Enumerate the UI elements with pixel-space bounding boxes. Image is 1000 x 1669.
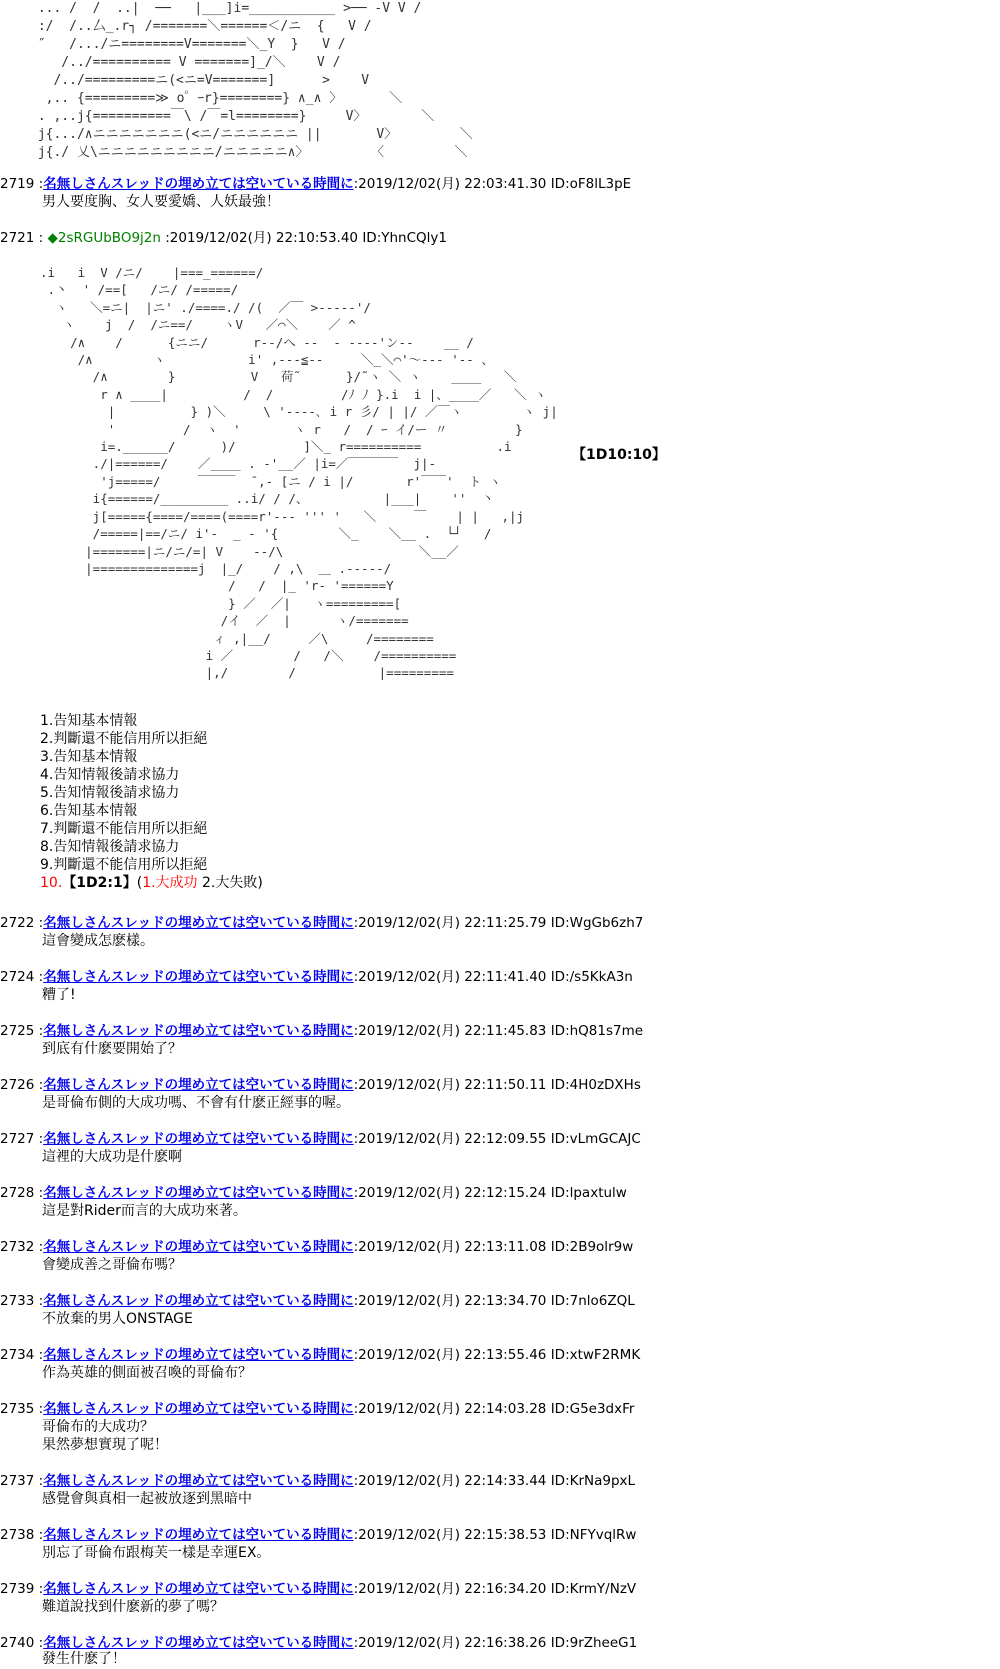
post-id: ID:G5e3dxFr xyxy=(550,1401,635,1417)
post-header: 2722 :名無しさんスレッドの埋め立ては空いている時間に:2019/12/02(月) 22:11:25.79 ID:WgGb6zh7 xyxy=(0,915,644,931)
choice-item: 8.告知情報後請求協力 xyxy=(40,839,180,855)
post-date: 2019/12/02(月) 22:13:11.08 xyxy=(358,1239,547,1255)
post-header: 2732 :名無しさんスレッドの埋め立ては空いている時間に:2019/12/02(月) 22:13:11.08 ID:2B9olr9w xyxy=(0,1239,634,1255)
post-id: ID:KrmY/NzV xyxy=(550,1581,637,1597)
post-date: 2019/12/02(月) 22:12:15.24 xyxy=(358,1185,547,1201)
post-header: 2721 : ◆2sRGUbBO9j2n :2019/12/02(月) 22:10:53.40 ID:YhnCQly1 xyxy=(0,230,447,246)
post-number: 2739 xyxy=(0,1581,35,1597)
choice-final-opt1: 1.大成功 xyxy=(142,875,198,891)
post-body: 作為英雄的側面被召喚的哥倫布？ xyxy=(42,1365,252,1381)
post-id: ID:YhnCQly1 xyxy=(362,230,447,246)
post-date: 2019/12/02(月) 22:14:03.28 xyxy=(358,1401,547,1417)
post-number: 2725 xyxy=(0,1023,35,1039)
choice-item: 1.告知基本情報 xyxy=(40,713,138,729)
post-date: 2019/12/02(月) 22:12:09.55 xyxy=(358,1131,547,1147)
post-id: ID:2B9olr9w xyxy=(550,1239,634,1255)
post-body: 會變成善之哥倫布嗎？ xyxy=(42,1257,182,1273)
post-date: 2019/12/02(月) 22:11:50.11 xyxy=(358,1077,547,1093)
poster-name-link[interactable]: 名無しさんスレッドの埋め立ては空いている時間に xyxy=(43,1239,354,1255)
post-number: 2734 xyxy=(0,1347,35,1363)
choice-item: 5.告知情報後請求協力 xyxy=(40,785,180,801)
poster-name-link[interactable]: 名無しさんスレッドの埋め立ては空いている時間に xyxy=(43,176,354,192)
poster-name-link[interactable]: 名無しさんスレッドの埋め立ては空いている時間に xyxy=(43,969,354,985)
post-id: ID:KrNa9pxL xyxy=(550,1473,636,1489)
poster-name-link[interactable]: 名無しさんスレッドの埋め立ては空いている時間に xyxy=(43,1527,354,1543)
poster-name-link[interactable]: 名無しさんスレッドの埋め立ては空いている時間に xyxy=(43,1023,354,1039)
post-id: ID:lpaxtulw xyxy=(550,1185,627,1201)
post-date: 2019/12/02(月) 22:16:34.20 xyxy=(358,1581,547,1597)
post-header: 2719 :名無しさんスレッドの埋め立ては空いている時間に:2019/12/02(月) 22:03:41.30 ID:oF8lL3pE xyxy=(0,176,632,192)
post-number: 2738 xyxy=(0,1527,35,1543)
post-body: 到底有什麽要開始了？ xyxy=(42,1041,182,1057)
post-number: 2733 xyxy=(0,1293,35,1309)
post-number: 2724 xyxy=(0,969,35,985)
poster-name-link[interactable]: 名無しさんスレッドの埋め立ては空いている時間に xyxy=(43,1131,354,1147)
post-header: 2728 :名無しさんスレッドの埋め立ては空いている時間に:2019/12/02(月) 22:12:15.24 ID:lpaxtulw xyxy=(0,1185,627,1201)
post-number: 2728 xyxy=(0,1185,35,1201)
poster-name-link[interactable]: 名無しさんスレッドの埋め立ては空いている時間に xyxy=(43,1185,354,1201)
post-date: 2019/12/02(月) 22:10:53.40 xyxy=(169,230,359,246)
post-date: 2019/12/02(月) 22:11:25.79 xyxy=(358,915,547,931)
post-body: 是哥倫布側的大成功嗎、不會有什麽正經事的喔。 xyxy=(42,1095,350,1111)
post-id: ID:/s5KkA3n xyxy=(550,969,633,985)
post-header: 2738 :名無しさんスレッドの埋め立ては空いている時間に:2019/12/02(月) 22:15:38.53 ID:NFYvqlRw xyxy=(0,1527,637,1543)
post-number: 2719 xyxy=(0,176,35,192)
post-header: 2724 :名無しさんスレッドの埋め立ては空いている時間に:2019/12/02(月) 22:11:41.40 ID:/s5KkA3n xyxy=(0,969,633,985)
post-header: 2739 :名無しさんスレッドの埋め立ては空いている時間に:2019/12/02(月) 22:16:34.20 ID:KrmY/NzV xyxy=(0,1581,637,1597)
post-number: 2737 xyxy=(0,1473,35,1489)
post-number: 2727 xyxy=(0,1131,35,1147)
choice-final xyxy=(40,874,263,892)
choice-item: 9.判斷還不能信用所以拒絕 xyxy=(40,857,208,873)
poster-name-link[interactable]: 名無しさんスレッドの埋め立ては空いている時間に xyxy=(43,1077,354,1093)
post-header: 2735 :名無しさんスレッドの埋め立ては空いている時間に:2019/12/02(月) 22:14:03.28 ID:G5e3dxFr xyxy=(0,1401,635,1417)
post-number: 2740 xyxy=(0,1635,35,1651)
post-body: 難道說找到什麽新的夢了嗎？ xyxy=(42,1599,224,1615)
post-body: 發生什麽了！ xyxy=(42,1651,126,1667)
post-header: 2740 :名無しさんスレッドの埋め立ては空いている時間に:2019/12/02(月) 22:16:38.26 ID:9rZheeG1 xyxy=(0,1635,638,1651)
poster-name-link[interactable]: 名無しさんスレッドの埋め立ては空いている時間に xyxy=(43,1401,354,1417)
post-number: 2722 xyxy=(0,915,35,931)
post-body: 這會變成怎麽樣。 xyxy=(42,933,154,949)
post-header: 2734 :名無しさんスレッドの埋め立ては空いている時間に:2019/12/02(月) 22:13:55.46 ID:xtwF2RMK xyxy=(0,1347,641,1363)
post-number: 2721 xyxy=(0,230,35,246)
post-date: 2019/12/02(月) 22:16:38.26 xyxy=(358,1635,547,1651)
post-body: 不放棄的男人ONSTAGE xyxy=(42,1311,193,1327)
post-date: 2019/12/02(月) 22:03:41.30 xyxy=(358,176,547,192)
post-header: 2737 :名無しさんスレッドの埋め立ては空いている時間に:2019/12/02(月) 22:14:33.44 ID:KrNa9pxL xyxy=(0,1473,636,1489)
post-date: 2019/12/02(月) 22:14:33.44 xyxy=(358,1473,547,1489)
post-header: 2725 :名無しさんスレッドの埋め立ては空いている時間に:2019/12/02(月) 22:11:45.83 ID:hQ81s7me xyxy=(0,1023,644,1039)
post-body: 這是對Rider而言的大成功來著。 xyxy=(42,1203,247,1219)
dice-result-label: 【1D10:10】 xyxy=(572,447,666,463)
choice-final-num: 10. xyxy=(40,875,63,891)
ascii-art-top: ... / / ..| ── |___]i=___________ >── -V V / :/ /..厶_.r┐ /=======＼======＜/ニ { V / ″ /.../ニ========V=======＼_Y } V / /../========== V =======]_/＼ V / /../=========ニ(<ニ=V=======] > V ,.. {=========≫ o゜ｰr}========} ∧_∧ 〉 ＼ . ,..j{==========￣\ /￣=l========} V〉 ＼ j{.../∧ニニニニニニニ(<ニ/ニニニニニニ || V〉 ＼ j{./ 乂\ニニニニニニニニニ/ニニニニニ∧〉 〈 ＼ xyxy=(37,1,473,160)
choice-final-open: ( xyxy=(136,875,143,891)
post-body: 這裡的大成功是什麽啊 xyxy=(42,1149,182,1165)
poster-name-link[interactable]: 名無しさんスレッドの埋め立ては空いている時間に xyxy=(43,1473,354,1489)
post-number: 2735 xyxy=(0,1401,35,1417)
post-number: 2726 xyxy=(0,1077,35,1093)
poster-name-link[interactable]: 名無しさんスレッドの埋め立ては空いている時間に xyxy=(43,1347,354,1363)
post-body: 糟了! xyxy=(42,987,76,1003)
post-header: 2733 :名無しさんスレッドの埋め立ては空いている時間に:2019/12/02(月) 22:13:34.70 ID:7nlo6ZQL xyxy=(0,1293,635,1309)
choice-list xyxy=(40,712,263,892)
post-header: 2727 :名無しさんスレッドの埋め立ては空いている時間に:2019/12/02(月) 22:12:09.55 ID:vLmGCAJC xyxy=(0,1131,641,1147)
choice-item: 6.告知基本情報 xyxy=(40,803,138,819)
post-body: 感覺會與真相一起被放逐到黑暗中 xyxy=(42,1491,252,1507)
choice-item: 2.判斷還不能信用所以拒絕 xyxy=(40,731,208,747)
poster-name-link[interactable]: 名無しさんスレッドの埋め立ては空いている時間に xyxy=(43,915,354,931)
choice-item: 7.判斷還不能信用所以拒絕 xyxy=(40,821,208,837)
poster-name-link[interactable]: 名無しさんスレッドの埋め立ては空いている時間に xyxy=(43,1293,354,1309)
post-date: 2019/12/02(月) 22:13:55.46 xyxy=(358,1347,547,1363)
post-body: 哥倫布的大成功？ 果然夢想實現了呢！ xyxy=(42,1419,168,1453)
post-id: ID:hQ81s7me xyxy=(550,1023,644,1039)
post-id: ID:7nlo6ZQL xyxy=(550,1293,635,1309)
post-id: ID:oF8lL3pE xyxy=(550,176,632,192)
post-id: ID:4H0zDXHs xyxy=(550,1077,641,1093)
post-date: 2019/12/02(月) 22:11:41.40 xyxy=(358,969,547,985)
post-body: 別忘了哥倫布跟梅芙一樣是幸運EX。 xyxy=(42,1545,271,1561)
poster-name-link[interactable]: 名無しさんスレッドの埋め立ては空いている時間に xyxy=(43,1635,354,1651)
post-id: ID:WgGb6zh7 xyxy=(550,915,644,931)
post-id: ID:vLmGCAJC xyxy=(550,1131,641,1147)
post-id: ID:xtwF2RMK xyxy=(550,1347,641,1363)
choice-final-dice: 【1D2:1】 xyxy=(62,875,137,891)
choice-item: 3.告知基本情報 xyxy=(40,749,138,765)
post-id: ID:9rZheeG1 xyxy=(550,1635,638,1651)
post-body: 男人要度胸、女人要愛嬌、人妖最強！ xyxy=(42,194,280,210)
post-header: 2726 :名無しさんスレッドの埋め立ては空いている時間に:2019/12/02(月) 22:11:50.11 ID:4H0zDXHs xyxy=(0,1077,641,1093)
post-number: 2732 xyxy=(0,1239,35,1255)
choice-final-opt2: 2.大失敗) xyxy=(202,875,263,891)
post-date: 2019/12/02(月) 22:13:34.70 xyxy=(358,1293,547,1309)
ascii-art-main: .i i V /ニ/ |===_======/ .丶 ' /==[ /ニ/ /=====/ ヽ ＼=ニ| |ニ' ./====./ /( ／￣ >-----'/ ヽ j / /ニ==/ ヽV ／⌒＼ ／ ^ /∧ / {ニニ/ r--/へ -- - ----'ン-- __ / /∧ ヽ i' ,---≦-- ＼_＼⌒'～--- '-- 、 /∧ } V 荷˜ }/˜ヽ ＼ ヽ ____ ＼ r ∧ ____| / / /ﾉ ﾉ }.i i |、____／ ＼ ヽ | } )＼ \ '---‐､ i r 彡/ | |/ ／￣ヽ ヽ j| ' / ヽ ' ヽ r / / ｰ イ/ー 〃 } i=.______/ )/ ]＼_ r========== .i ./|======/ ／____ . -'__／ |i=／￣￣￣￣ j|- 'j=====/ ￣￣￣ ̄ ,- [ニ / i |/ r'￣￣' ト ヽ i{======/_________ ..i/ / /、 |___| '' 丶 j[====={====/====(====r'‐-- ''' ' ＼ ￣ | | ,|j /=====|==/ニ/ i'‐ _ - '{ ＼_ ＼__ . └┘ / |=======|ニ/ニ/=| V -‐/\ ＼__／ |==============j |_/ / ,\ ＿ .-----/ / / |_ 'r‐ '======Y } ／ ／| ヽ=========[ /イ ／ | ヽ/======= ィ ,|__/ ／\ /======== i ／ / /＼ /========== |,/ / |========= xyxy=(40,265,558,681)
tripcode: ◆2sRGUbBO9j2n xyxy=(47,230,161,246)
post-id: ID:NFYvqlRw xyxy=(550,1527,637,1543)
post-date: 2019/12/02(月) 22:11:45.83 xyxy=(358,1023,547,1039)
choice-item: 4.告知情報後請求協力 xyxy=(40,767,180,783)
post-date: 2019/12/02(月) 22:15:38.53 xyxy=(358,1527,547,1543)
poster-name-link[interactable]: 名無しさんスレッドの埋め立ては空いている時間に xyxy=(43,1581,354,1597)
